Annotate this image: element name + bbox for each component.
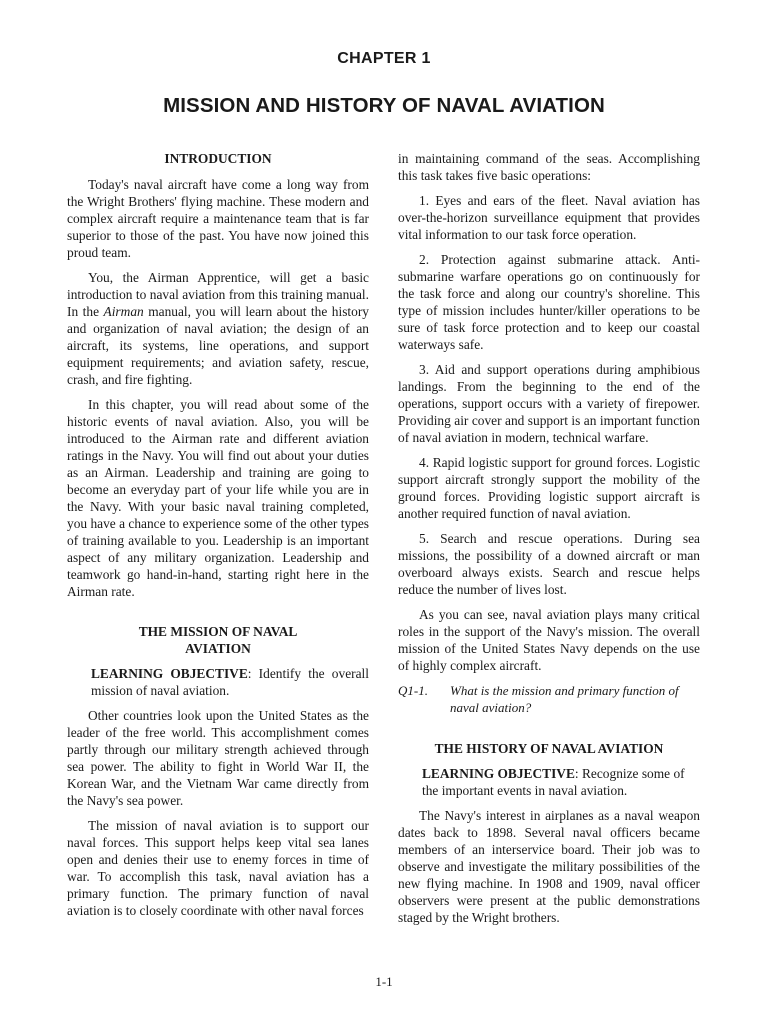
mission-summary-paragraph: As you can see, naval aviation plays many critical roles in the support of the Navy's mission. The overall mission of the United States Navy depends on the use of highly complex aircraft. bbox=[398, 607, 700, 673]
history-learning-objective bbox=[398, 765, 700, 799]
right-column bbox=[398, 150, 700, 934]
chapter-title: MISSION AND HISTORY OF NAVAL AVIATION bbox=[163, 94, 605, 117]
review-question bbox=[398, 682, 700, 716]
page-number: 1-1 bbox=[375, 974, 393, 989]
operation-4: 4. Rapid logistic support for ground forces. Logistic support aircraft strongly support the mobility of the ground forces. Providing logistic support aircraft is another required function of naval aviation. bbox=[398, 455, 700, 521]
mission-paragraph-1: Other countries look upon the United States as the leader of the free world. This accomplishment comes partly through our military strength achieved through sea power. The ability to fight in World War II, the Korean War, and the Vietnam War came directly from the Navy's sea power. bbox=[67, 708, 369, 808]
intro-paragraph-1: Today's naval aircraft have come a long way from the Wright Brothers' flying machine. These modern and complex aircraft require a maintenance team that is far superior to those of the past. You have now joined this proud team. bbox=[67, 177, 369, 260]
operation-3: 3. Aid and support operations during amphibious landings. From the beginning to the end of the operations, support occurs with a variety of firepower. Providing air cover and support is an important function of naval aviation in modern, technical warfare. bbox=[398, 362, 700, 445]
operation-1: 1. Eyes and ears of the fleet. Naval aviation has over-the-horizon surveillance equipment that provides vital information to our task force operation. bbox=[398, 193, 700, 242]
mission-heading-line-2: AVIATION bbox=[185, 641, 251, 656]
history-heading: THE HISTORY OF NAVAL AVIATION bbox=[434, 741, 664, 756]
operation-2: 2. Protection against submarine attack. Anti-submarine warfare operations go on continuously for the task force and along our country's shoreline. This type of mission includes hunter/killer operations to be sure of task force protection and to keep our coastal waterways safe. bbox=[398, 252, 700, 352]
review-question-number: Q1-1. bbox=[398, 683, 428, 698]
history-learning-objective-text: : Recognize some of the important events in naval aviation. bbox=[422, 766, 685, 798]
learning-objective-text: : Identify the overall mission of naval aviation. bbox=[91, 666, 369, 698]
mission-learning-objective bbox=[67, 665, 369, 699]
review-question-text: What is the mission and primary function of naval aviation? bbox=[450, 683, 679, 715]
intro-paragraph-2-end: manual, you will learn about the history and organization of naval aviation; the design of an aircraft, its systems, line operations, and support equipment requirements; and aviation safety, rescue, crash, and fire fighting. bbox=[67, 304, 369, 387]
intro-paragraph-2-start: You, the Airman Apprentice, will get a basic introduction to naval aviation from this training manual. In the bbox=[67, 270, 369, 319]
intro-paragraph-3: In this chapter, you will read about some of the historic events of naval aviation. Also, you will be introduced to the Airman rate and different aviation ratings in the Navy. You will find out about your duties as an Airman. Leadership and training are going to become an everyday part of your life while you are in the Navy. With your basic naval training completed, you have a chance to experience some of the other types of training available to you. Leadership is an important aspect of any military organization. Leadership and teamwork go hand-in-hand, starting right here in the Airman rate. bbox=[67, 397, 369, 599]
history-learning-objective-label: LEARNING OBJECTIVE bbox=[422, 766, 575, 781]
intro-paragraph-2 bbox=[67, 269, 369, 388]
mission-paragraph-continued: in maintaining command of the seas. Accomplishing this task takes five basic operations: bbox=[398, 151, 700, 183]
left-column bbox=[67, 150, 369, 927]
history-paragraph-1: The Navy's interest in airplanes as a naval weapon dates back to 1898. Several naval officers became members of an interservice board. Their job was to observe and investigate the military possibilities of the new flying machine. In 1908 and 1909, naval officer observers were present at the public demonstrations staged by the Wright brothers. bbox=[398, 808, 700, 925]
operation-5: 5. Search and rescue operations. During sea missions, the possibility of a downed aircraft or man overboard always exists. Search and rescue helps reduce the number of lives lost. bbox=[398, 531, 700, 597]
introduction-heading: INTRODUCTION bbox=[164, 151, 272, 166]
chapter-label: CHAPTER 1 bbox=[337, 50, 431, 67]
mission-heading bbox=[67, 623, 369, 657]
airman-manual-title: Airman bbox=[103, 304, 144, 319]
mission-paragraph-2: The mission of naval aviation is to support our naval forces. This support helps keep vital sea lanes open and denies their use to enemy forces in time of war. To accomplish this task, naval aviation has a primary function. The primary function of naval aviation is to closely coordinate with other naval forces bbox=[67, 818, 369, 918]
mission-heading-line-1: THE MISSION OF NAVAL bbox=[138, 624, 298, 639]
learning-objective-label: LEARNING OBJECTIVE bbox=[91, 666, 248, 681]
